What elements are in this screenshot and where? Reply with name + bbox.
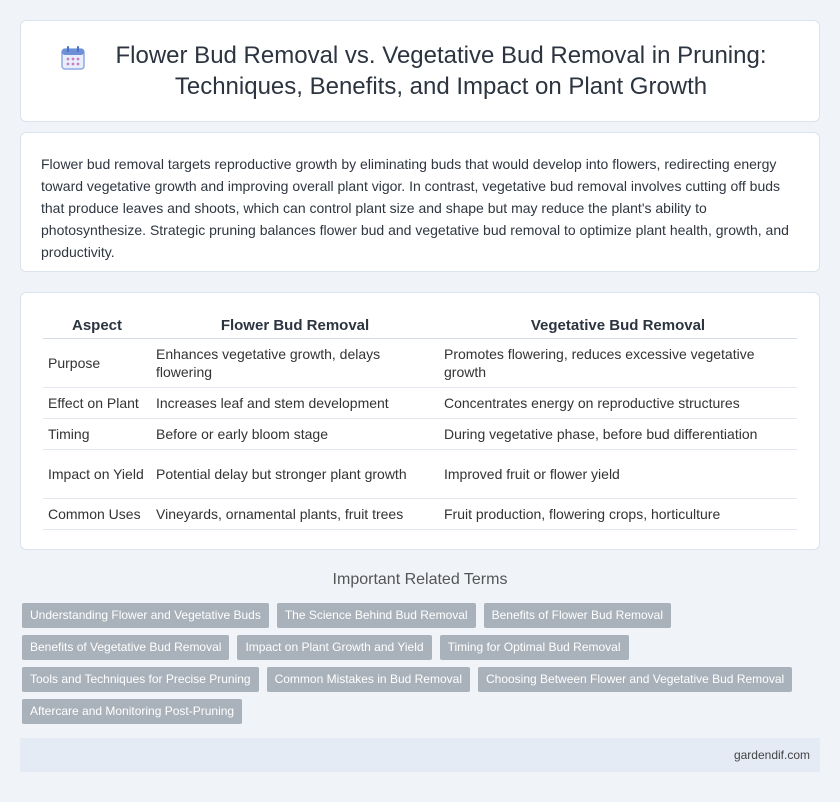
table-row <box>43 499 797 530</box>
column-header-flower-bud: Flower Bud Removal <box>151 311 439 339</box>
column-header-aspect: Aspect <box>43 311 151 339</box>
table-cell: Effect on Plant <box>43 388 151 419</box>
table-cell: Potential delay but stronger plant growth <box>151 450 439 499</box>
title-wrap <box>59 40 781 102</box>
page-title: Flower Bud Removal vs. Vegetative Bud Removal in Pruning: Techniques, Benefits, and Impact on Plant Growth <box>115 42 767 100</box>
table-cell: Purpose <box>43 339 151 388</box>
footer-site-link[interactable]: gardendif.com <box>733 748 810 762</box>
table-cell: Concentrates energy on reproductive structures <box>439 388 797 419</box>
related-term-tag[interactable]: Understanding Flower and Vegetative Buds <box>22 603 269 628</box>
table-row <box>43 339 797 388</box>
table-cell: During vegetative phase, before bud differentiation <box>439 419 797 450</box>
comparison-table <box>43 311 797 530</box>
related-term-tag[interactable]: Aftercare and Monitoring Post-Pruning <box>22 699 242 724</box>
table-row <box>43 450 797 499</box>
header-card <box>20 20 820 122</box>
related-term-tag[interactable]: Common Mistakes in Bud Removal <box>267 667 470 692</box>
table-cell: Improved fruit or flower yield <box>439 450 797 499</box>
table-cell: Vineyards, ornamental plants, fruit trees <box>151 499 439 530</box>
table-cell: Timing <box>43 419 151 450</box>
related-term-tag[interactable]: The Science Behind Bud Removal <box>277 603 476 628</box>
footer <box>20 738 820 772</box>
comparison-table-card <box>20 292 820 550</box>
table-row <box>43 419 797 450</box>
related-term-tag[interactable]: Timing for Optimal Bud Removal <box>440 635 629 660</box>
table-cell: Promotes flowering, reduces excessive vegetative growth <box>439 339 797 388</box>
table-cell: Before or early bloom stage <box>151 419 439 450</box>
table-cell: Common Uses <box>43 499 151 530</box>
related-term-tag[interactable]: Benefits of Vegetative Bud Removal <box>22 635 229 660</box>
table-header-row <box>43 311 797 339</box>
table-cell: Fruit production, flowering crops, horticulture <box>439 499 797 530</box>
calendar-icon <box>59 44 87 72</box>
related-term-tag[interactable]: Impact on Plant Growth and Yield <box>237 635 431 660</box>
related-term-tag[interactable]: Choosing Between Flower and Vegetative Bud Removal <box>478 667 792 692</box>
table-cell: Increases leaf and stem development <box>151 388 439 419</box>
table-cell: Enhances vegetative growth, delays flowering <box>151 339 439 388</box>
column-header-vegetative-bud: Vegetative Bud Removal <box>439 311 797 339</box>
table-row <box>43 388 797 419</box>
intro-card <box>20 132 820 272</box>
related-terms-list <box>22 603 822 731</box>
related-terms-title: Important Related Terms <box>332 571 508 588</box>
intro-text: Flower bud removal targets reproductive growth by eliminating buds that would develop into flowers, redirecting energy toward vegetative growth and improving overall plant vigor. In contrast, vegetative bud removal involves cutting off buds that produce leaves and shoots, which can control plant size and shape but may reduce the plant's ability to photosynthesize. Strategic pruning balances flower bud and vegetative bud removal to optimize plant health, growth, and productivity. <box>41 156 789 260</box>
related-term-tag[interactable]: Tools and Techniques for Precise Pruning <box>22 667 259 692</box>
related-term-tag[interactable]: Benefits of Flower Bud Removal <box>484 603 671 628</box>
table-cell: Impact on Yield <box>43 450 151 499</box>
